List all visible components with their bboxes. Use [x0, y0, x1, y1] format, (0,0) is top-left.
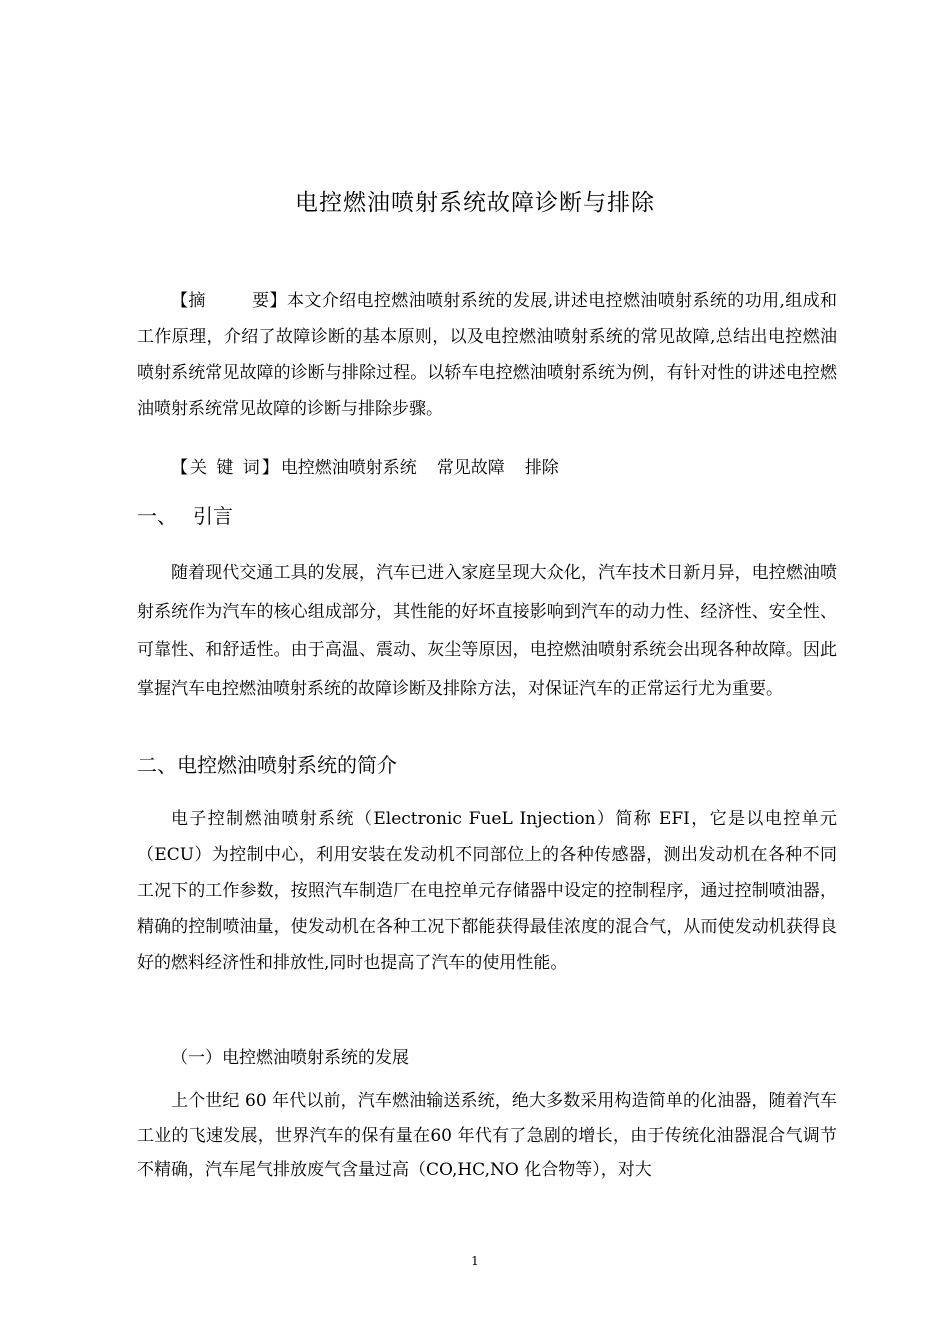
section-2-paragraph: 电子控制燃油喷射系统（Electronic FueL Injection）简称 EFI，它是以电控单元（ECU）为控制中心，利用安装在发动机不同部位上的各种传感器，测出发动机在各种不同工况下的工作参数，按照汽车制造厂在电控单元存储器中设定的控制程序，通过控制喷油器，精确的控制喷油量，使发动机在各种工况下都能获得最佳浓度的混合气，从而使发动机获得良好的燃料经济性和排放性,同时也提高了汽车的使用性能。: [137, 809, 837, 973]
section-1-heading: [137, 501, 233, 531]
keyword-item: 电控燃油喷射系统: [280, 458, 417, 478]
keywords-line: [137, 452, 837, 484]
section-2-body: [137, 801, 837, 981]
keywords-label: 【关 键 词】: [171, 458, 281, 478]
section-1-body: [137, 554, 837, 708]
abstract-block: [137, 283, 837, 427]
section-1-title: 引言: [193, 504, 233, 528]
subsection-heading: （一）电控燃油喷射系统的发展: [171, 1048, 409, 1068]
abstract-label-close: 要】: [251, 291, 287, 311]
abstract-text: 本文介绍电控燃油喷射系统的发展,讲述电控燃油喷射系统的功用,组成和工作原理，介绍了故障诊断的基本原则，以及电控燃油喷射系统的常见故障,总结出电控燃油喷射系统常见故障的诊断与排除过程。以轿车电控燃油喷射系统为例，有针对性的讲述电控燃油喷射系统常见故障的诊断与排除步骤。: [137, 291, 838, 419]
section-1-number: 一、: [137, 504, 177, 528]
section-1-paragraph: 随着现代交通工具的发展，汽车已进入家庭呈现大众化，汽车技术日新月异，电控燃油喷射系统作为汽车的核心组成部分，其性能的好坏直接影响到汽车的动力性、经济性、安全性、可靠性、和舒适性。由于高温、震动、灰尘等原因，电控燃油喷射系统会出现各种故障。因此掌握汽车电控燃油喷射系统的故障诊断及排除方法，对保证汽车的正常运行尤为重要。: [137, 563, 837, 699]
document-title: 电控燃油喷射系统故障诊断与排除: [295, 190, 655, 216]
keyword-item: 排除: [524, 458, 559, 478]
subsection-body: [137, 1084, 837, 1188]
abstract-label-open: 【摘: [171, 291, 206, 311]
page-number: 1: [471, 1254, 479, 1268]
section-2-heading: 二、电控燃油喷射系统的简介: [137, 753, 397, 777]
abstract-paragraph: [137, 283, 837, 427]
keyword-item: 常见故障: [436, 458, 505, 478]
subsection-paragraph: 上个世纪 60 年代以前，汽车燃油输送系统，绝大多数采用构造简单的化油器，随着汽车工业的飞速发展，世界汽车的保有量在60 年代有了急剧的增长，由于传统化油器混合气调节不精确，汽车尾气排放废气含量过高（CO,HC,NO 化合物等），对大: [137, 1091, 837, 1180]
